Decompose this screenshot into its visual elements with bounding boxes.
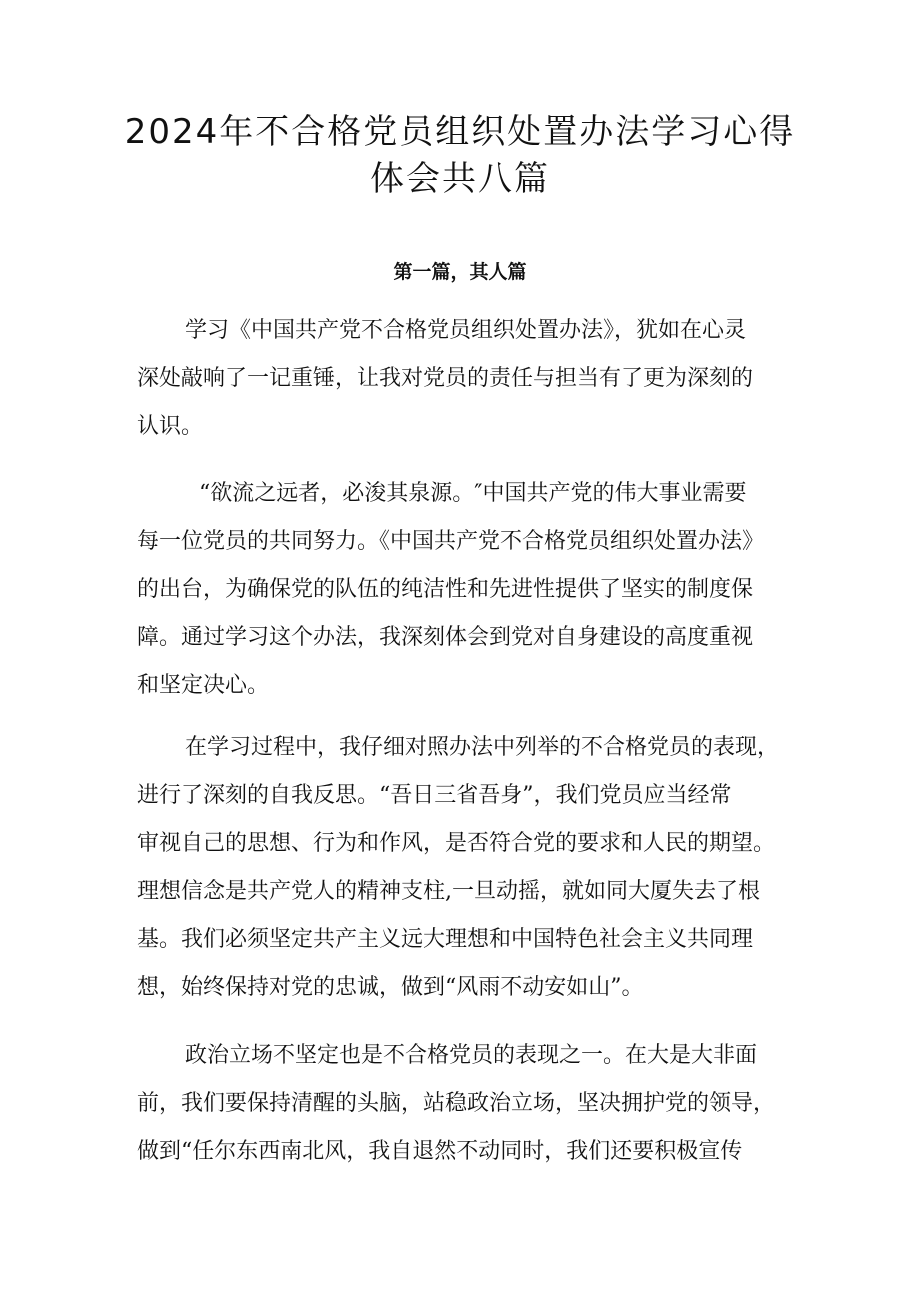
paragraph-3 — [137, 724, 797, 1012]
document-title-line-1: 2024年不合格党员组织处置办法学习心得 — [124, 112, 796, 152]
paragraph-line: 进行了深刻的自我反思。“吾日三省吾身”，我们党员应当经常 — [137, 783, 732, 808]
paragraph-line: 学习《中国共产党不合格党员组织处置办法》，犹如在心灵 — [185, 318, 747, 343]
paragraph-line: 理想信念是共产党人的精神支柱,一旦动摇，就如同大厦失去了根 — [137, 879, 760, 904]
paragraph-line: 在学习过程中，我仔细对照办法中列举的不合格党员的表现， — [185, 735, 780, 760]
paragraph-line: 做到“任尔东西南北风，我自退然不动同时，我们还要积极宣传 — [137, 1139, 743, 1164]
paragraph-line: 审视自己的思想、行为和作风，是否符合党的要求和人民的期望。 — [137, 831, 776, 856]
paragraph-line: 基。我们必须坚定共产主义远大理想和中国特色社会主义共同理 — [137, 927, 754, 952]
paragraph-4 — [137, 1032, 797, 1176]
section-heading: 第一篇，其人篇 — [393, 261, 527, 283]
paragraph-line: 和坚定决心。 — [137, 673, 270, 698]
paragraph-line: 想，始终保持对党的忠诚，做到“风雨不动安如山”。 — [137, 975, 644, 1000]
paragraph-line: 认识。 — [137, 414, 204, 439]
paragraph-line: 的出台，为确保党的队伍的纯洁性和先进性提供了坚实的制度保 — [137, 577, 754, 602]
paragraph-line: 每一位党员的共同努力。《中国共产党不合格党员组织处置办法》 — [137, 529, 765, 554]
paragraph-line: 政治立场不坚定也是不合格党员的表现之一。在大是大非面 — [185, 1043, 758, 1068]
document-title-line-2: 体会共八篇 — [370, 159, 550, 199]
paragraph-2 — [137, 470, 797, 710]
paragraph-line: 深处敲响了一记重锤，让我对党员的责任与担当有了更为深刻的 — [137, 366, 754, 391]
paragraph-line: “欲流之远者，必浚其泉源。″中国共产党的伟大事业需要 — [199, 481, 747, 506]
paragraph-line: 障。通过学习这个办法，我深刻体会到党对自身建设的高度重视 — [137, 625, 754, 650]
paragraph-1 — [137, 307, 797, 451]
paragraph-line: 前，我们要保持清醒的头脑，站稳政治立场，坚决拥护党的领导， — [137, 1091, 776, 1116]
